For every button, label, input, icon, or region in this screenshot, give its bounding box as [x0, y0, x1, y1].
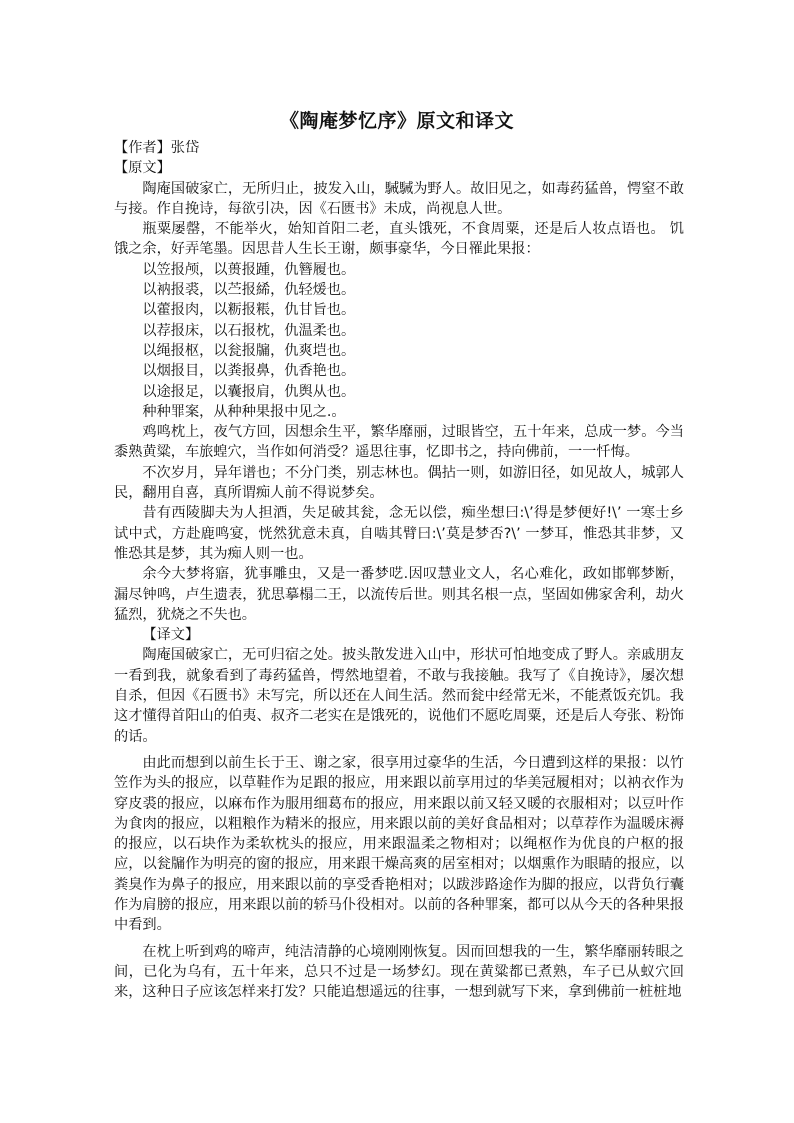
author-line: 【作者】张岱: [114, 140, 200, 156]
verse-line: 以笠报颅，以蒉报踵，仇簪履也。: [142, 261, 356, 278]
original-paragraph: 不次岁月，异年谱也；不分门类，别志林也。偶拈一则，如游旧径，如见故人，城郭人民，翻用自喜，真所谓痴人前不得说梦矣。: [114, 464, 684, 502]
original-heading: 【原文】: [114, 160, 171, 177]
verse-line: 种种罪案，从种种果报中见之.。: [142, 403, 346, 420]
original-paragraph: 瓶粟屡罄，不能举火，始知首阳二老，直头饿死，不食周粟，还是后人妆点语也。 饥饿之余，好弄笔墨。因思昔人生长王谢，颇事豪华，今日罹此果报：: [114, 221, 684, 258]
verse-line: 以途报足，以囊报肩，仇舆从也。: [142, 383, 356, 400]
original-paragraph: 鸡鸣枕上，夜气方回，因想余生平，繁华靡丽，过眼皆空，五十年来，总成一梦。今当黍熟黄粱，车旅蝗穴，当作如何消受？遥思往事，忆即书之，持向佛前，一一忏悔。: [114, 424, 684, 461]
original-paragraph: 昔有西陵脚夫为人担酒，失足破其瓮，念无以偿，痴坐想曰:\’得是梦便好!\’ 一寒士乡试中式，方赴鹿鸣宴，恍然犹意未真，自啮其臂曰:\’莫是梦否?\’ 一梦耳，惟恐其非梦，又惟恐其是梦，其为痴人则一也。: [114, 505, 684, 562]
verse-line: 以绳报枢，以瓮报牖，仇爽垲也。: [142, 342, 356, 359]
translation-paragraph: 在枕上听到鸡的啼声，纯洁清静的心境刚刚恢复。因而回想我的一生，繁华靡丽转眼之间，已化为乌有，五十年来，总只不过是一场梦幻。现在黄粱都已煮熟，车子已从蚁穴回来，这种日子应该怎样来打发？只能追想遥远的往事，一想到就写下来，拿到佛前一桩桩地: [114, 943, 684, 1001]
original-paragraph: 余今大梦将寤，犹事雕虫，又是一番梦呓.因叹慧业文人，名心难化，政如邯郸梦断，漏尽钟鸣，卢生遗表，犹思摹榻二王，以流传后世。则其名根一点，坚固如佛家舍利，劫火猛烈，犹烧之不失也。: [114, 566, 684, 623]
verse-line: 以烟报目，以粪报鼻，仇香艳也。: [142, 363, 356, 380]
document-body: [114, 138, 684, 1002]
translation-heading: 【译文】: [142, 627, 200, 644]
verse-line: 以衲报裘，以苎报絺，仇轻煖也。: [142, 282, 356, 299]
translation-paragraph: 由此而想到以前生长于王、谢之家，很享用过豪华的生活，今日遭到这样的果报：以竹笠作为头的报应，以草鞋作为足跟的报应，用来跟以前享用过的华美冠履相对；以衲衣作为穿皮裘的报应，以麻布作为服用细葛布的报应，用来跟以前又轻又暖的衣服相对；以豆叶作为食肉的报应，以粗粮作为精米的报应，用来跟以前的美好食品相对；以草荐作为温暖床褥的报应，以石块作为柔软枕头的报应，用来跟温柔之物相对；以绳枢作为优良的户枢的报应，以瓮牖作为明亮的窗的报应，用来跟干燥高爽的居室相对；以烟熏作为眼睛的报应，以粪臭作为鼻子的报应，用来跟以前的享受香艳相对；以跋涉路途作为脚的报应，以背负行囊作为肩膀的报应，用来跟以前的轿马仆役相对。以前的各种罪案，都可以从今天的各种果报中看到。: [114, 754, 684, 934]
original-paragraph: 陶庵国破家亡，无所归止，披发入山，駴駴为野人。故旧见之，如毒药猛兽，愕窒不敢与接。作自挽诗，每欲引决，因《石匮书》未成，尚视息人世。: [114, 180, 684, 217]
translation-paragraph: 陶庵国破家亡，无可归宿之处。披头散发进入山中，形状可怕地变成了野人。亲戚朋友一看到我，就象看到了毒药猛兽，愕然地望着，不敢与我接触。我写了《自挽诗》，屡次想自杀，但因《石匮书》未写完，所以还在人间生活。然而瓮中经常无米，不能煮饭充饥。我这才懂得首阳山的伯夷、叔齐二老实在是饿死的，说他们不愿吃周粟，还是后人夸张、粉饰的话。: [114, 647, 684, 745]
document-title: 《陶庵梦忆序》原文和译文: [279, 110, 514, 132]
verse-line: 以藿报肉，以粝报粻，仇甘旨也。: [142, 302, 356, 319]
verse-line: 以荐报床，以石报枕，仇温柔也。: [142, 322, 356, 339]
